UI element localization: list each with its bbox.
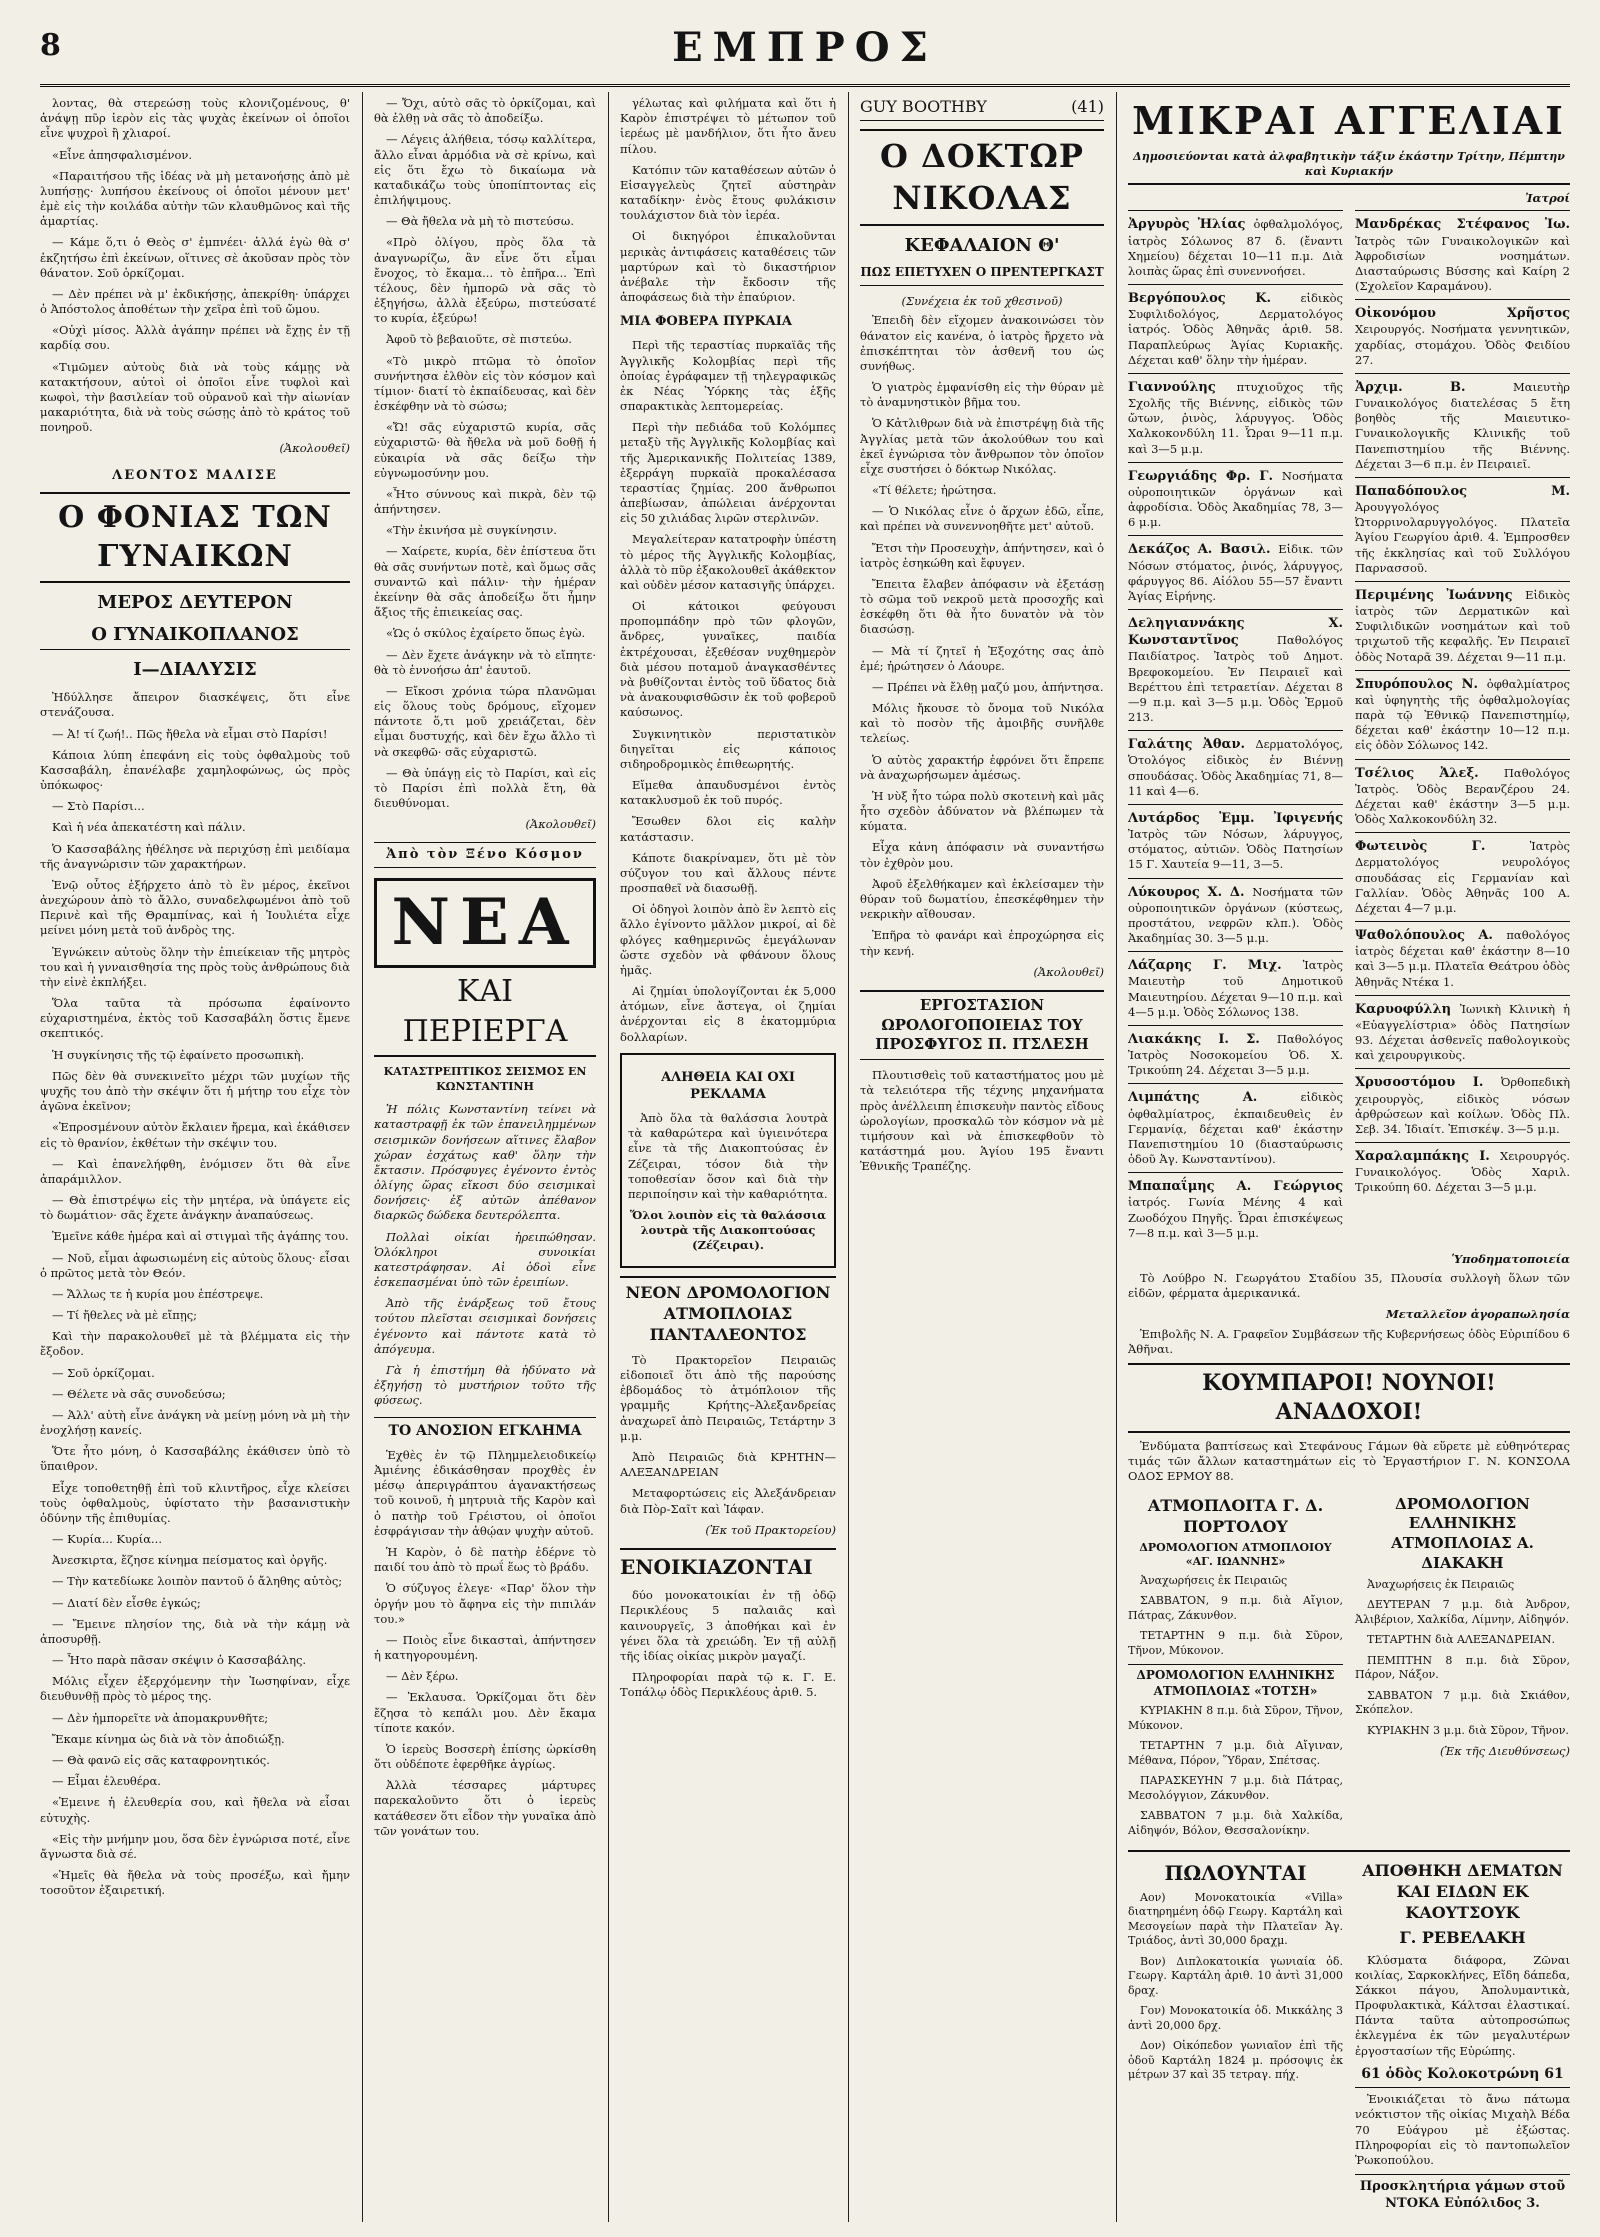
paragraph: — Θέλετε νὰ σᾶς συνοδεύσω;	[52, 1386, 226, 1401]
doctor-ad	[1128, 535, 1343, 609]
polountai-lines	[1128, 1891, 1343, 2083]
doctor-ad	[1355, 581, 1570, 670]
wedding-text: Ἐνοικιάζεται τὸ ἄνω πάτωμα νεόκτιστον τῆς οἰκίας Μιχαὴλ Βέδα 70 Εὐάγρου μὲ ἐξώστας. Πληροφορίαι εἰς τὸ παντοπωλεῖον Ῥωκοπούλου.	[1355, 2087, 1570, 2168]
paragraph: Ἀνεσκιρτα, ἔζησε κίνημα πείσματος καὶ ὀργῆς.	[52, 1553, 328, 1568]
portolou-heading: ΑΤΜΟΠΛΟΙΤΑ Γ. Δ. ΠΟΡΤΟΛΟΥ	[1147, 1495, 1324, 1536]
sale-line: Δον) Οἰκόπεδον γωνιαῖον ἐπὶ τῆς ὁδοῦ Καρτάλη 1824 μ. πρόσοψις ἐκ μέτρων 37 καὶ 35 τετραγ. πήχ.	[1128, 2039, 1343, 2082]
rubber-heading: ΑΠΟΘΗΚΗ ΔΕΜΑΤΩΝ ΚΑΙ ΕΙΔΩΝ ΕΚ ΚΑΟΥΤΣΟΥΚ	[1362, 1861, 1563, 1923]
doctor-name: Ἀρχιμ. Β.	[1355, 379, 1513, 395]
paragraph: Ἐπῆρα τὸ φανάρι καὶ ἐπροχώρησα εἰς τὴν κενή.	[860, 928, 1104, 958]
totsi-lines	[1128, 1704, 1343, 1838]
paragraph: Κάποτε διακρίναμεν, ὅτι μὲ τὸν σύζυγον του καὶ ἄλλους πέντε προσπαθεῖ νὰ διασωθῇ.	[620, 850, 836, 896]
doctor-name: Παπαδόπουλος Μ.	[1355, 483, 1570, 499]
section-dentists: Ὑποδηματοποιεία	[1451, 1251, 1570, 1266]
paragraph: Τὸ Πρακτορεῖον Πειραιῶς εἰδοποιεῖ ὅτι ἀπὸ τῆς παρούσης ἑβδομάδος τὸ ἀτμόπλοιον τῆς γραμμῆς Κρήτης–Ἀλεξανδρείας ἀναχωρεῖ ἀπὸ Πειραιῶς, Τετάρτην 3 μ.μ.	[620, 1352, 836, 1443]
chapter-title: ΠΩΣ ΕΠΕΤΥΧΕΝ Ο ΠΡΕΝΤΕΡΓΚΑΣΤ	[860, 265, 1104, 286]
doctor-text: Ἀρουγγολόγος Ὠτορρινολαρυγγολόγος. Πλατεῖα Ἁγίου Γεωργίου ἀριθ. 4. Ἐμπροσθεν τῆς ἐκκλησίας καὶ τοῦ Συλλόγου Παρνασσοῦ.	[1355, 500, 1570, 575]
doctor-name: Μανδρέκας Στέφανος Ἰω.	[1355, 217, 1570, 233]
totsi-heading: ΔΡΟΜΟΛΟΓΙΟΝ ΕΛΛΗΝΙΚΗΣ ΑΤΜΟΠΛΟΙΑΣ «ΤΟΤΣΗ»	[1128, 1664, 1343, 1700]
paragraph: — Νοῦ, εἶμαι ἀφωσιωμένη εἰς αὐτοὺς ὅλους· εἶσαι ὁ πρῶτος μετὰ τὸν Θεόν.	[40, 1250, 350, 1280]
paragraph: Εἶχα κἀνη ἀπόφασιν νὰ συναντήσω τὸν ἐχθρὸν μου.	[860, 840, 1104, 870]
doctor-text: Παθολόγος Ἰατρὸς. Ὁδὸς Βερανζέρου 24. Δέχεται καθ' ἑκάστην 3—5 μ.μ. Ὁδὸς Χαλκοκονδύλη 32.	[1355, 765, 1570, 827]
paragraph: — Σοῦ ὁρκίζομαι.	[52, 1365, 155, 1380]
nea-title: ΝΕΑ	[374, 878, 596, 968]
paragraph: Μεταφορτώσεις εἰς Ἀλεξάνδρειαν διὰ Πὸρ-Σαῖτ καὶ Ἰάφαν.	[620, 1486, 836, 1516]
paragraph: Ἡ πόλις Κωνσταντίνη τείνει νὰ καταστραφῇ ἐκ τῶν ἐπανειλημμένων σεισμικῶν δονήσεων αἵτινες ἔλαβον χώραν ἐσχάτως καθ' ὅλην τὴν ἔκτασιν. Πρόσφυγες ἐγένοντο ἐντὸς ὀλίγης ὥρας εἴκοσι δύο σεισμικαὶ δονήσεις· ἐξ αὐτῶν ἀπέθανον διαρκῶς δώδεκα δευτερόλεπτα.	[374, 1102, 596, 1223]
paragraph: — Ἄλλως τε ἡ κυρία μου ἐπέστρεψε.	[52, 1286, 264, 1301]
doctor-ad	[1128, 878, 1343, 952]
paragraph: Ἔπειτα ἔλαβεν ἀπόφασιν νὰ ἐξετάσῃ τὸ σῶμα τοῦ νεκροῦ μετὰ προσοχῆς καὶ ἐσκέφθη ὅτι θὰ ἦτο δυνατὸν νὰ τὸν διασώσῃ.	[860, 576, 1104, 637]
paragraph: — Πρέπει νὰ ἔλθῃ μαζύ μου, ἀπήντησα.	[872, 679, 1104, 694]
route-signoff: (Ἐκ τοῦ Πρακτορείου)	[705, 1522, 836, 1537]
doctor-text: εἰδικὸς Συφιλιδολόγος, Δερματολόγος ἰατρός. Ὁδὸς Ἀθηνᾶς ἀριθ. 58. Παραπλεύρως Ἁγίας Κυριακῆς. Δέχεται καθ' ὅλην τὴν ἡμέραν.	[1128, 291, 1343, 367]
paragraph: — Ὁ Νικόλας εἶνε ὁ ἄρχων ἐδῶ, εἶπε, καὶ πρέπει νὰ συνεννοηθῆτε μετ' αὐτοῦ.	[860, 504, 1104, 534]
doctor-text: Ἰατρὸς τῶν Γυναικολογικῶν καὶ Ἀφροδισίων νοσημάτων. Διασταύρωσις Βύσσης καὶ Καίρη 2 (Σχολεῖον Καραμάνου).	[1355, 233, 1570, 294]
schedule-line: ΣΑΒΒΑΤΟΝ, 9 π.μ. διὰ Αἴγιον, Πάτρας, Ζάκυνθον.	[1128, 1594, 1343, 1622]
doctor-name: Μπαπαΐμης Α. Γεώργιος	[1128, 1179, 1343, 1195]
doctor-ad	[1128, 1172, 1343, 1246]
paragraph: Κατόπιν τῶν καταθέσεων αὐτῶν ὁ Εἰσαγγελεὺς ζητεῖ αὐστηρὰν καταδίκην· ἐνὸς ἔτους φυλάκισιν τουλάχιστον διὰ τὸν ἱερέα.	[620, 162, 836, 223]
serial-author: GUY BOOTHBY	[860, 97, 987, 116]
paragraph: — Ὄχι, αὐτὸ σᾶς τὸ ὁρκίζομαι, καὶ θὰ ἐλθῃ νὰ σᾶς τὸ ἀποδείξω.	[374, 96, 596, 126]
doctor-text: πτυχιοῦχος τῆς Σχολῆς τῆς Βιέννης, εἰδικὸς τῶν ὤτων, ῥινὸς, λάρυγγος. Ὁδὸς Χαλκοκονδύλη 11. Ὧραι 9—11 π.μ. καὶ 3—5 μ.μ.	[1128, 379, 1343, 456]
paragraph: Ἡ νὺξ ἦτο τώρα πολὺ σκοτεινὴ καὶ μᾶς ἦτο σχεδὸν ἀδύνατον νὰ βλέπωμεν τὰ κύματα.	[860, 788, 1104, 834]
shipping-schedules	[1128, 1491, 1570, 1845]
paragraph: Ὁ ἱερεὺς Βοσσερὴ ἐπίσης ὡρκίσθη ὅτι οὐδέποτε ἐφερθῆκε ἀγρίως.	[374, 1741, 596, 1772]
doctor-ad	[1128, 804, 1343, 878]
doctor-ad	[1128, 462, 1343, 536]
page-number: 8	[40, 28, 61, 63]
doctor-text: Εἰδικὸς ἰατρὸς τῶν Δερματικῶν καὶ Συφιλιδικῶν νοσημάτων καὶ τοῦ τριχωτοῦ τῆς κεφαλῆς. Ἐν Πειραιεῖ ὁδὸς Νοταρᾶ 39. Δέχεται 9—11 π.μ.	[1355, 587, 1570, 664]
doctor-name: Λιμπάτης Α.	[1128, 1090, 1301, 1106]
doctor-ad	[1128, 373, 1343, 462]
schedule-line: ΣΑΒΒΑΤΟΝ 7 μ.μ. διὰ Σκιάθον, Σκόπελον.	[1355, 1688, 1570, 1717]
rent-text: δύο μονοκατοικίαι ἐν τῇ ὁδῷ Περικλέους 5 παλαιᾶς καὶ καινουργεῖς, 3 ἀποθήκαι καὶ ἐν γένει ὅλα τὰ χρειώδη. Ἐν τῇ αὐλῇ τῆς ἰδίας οἰκίας μικρὸν μαγαζί.	[620, 1588, 836, 1663]
col4-paragraphs	[860, 313, 1104, 958]
paragraph: — Τὴν κατεδίωκε λοιπὸν παντοῦ ὁ ἄληθης αὐτὸς;	[52, 1574, 343, 1589]
fire-paragraphs	[620, 338, 836, 1044]
column-2	[374, 96, 596, 2216]
newspaper-title: ΕΜΠΡΟΣ	[672, 24, 938, 71]
paragraph: Περὶ τῆς τεραστίας πυρκαϊᾶς τῆς Ἀγγλικῆς Κολομβίας περὶ τῆς ὁποίας ἐγράφαμεν τῇ τηλεγραφικῶς ἐκ Νέας Ὑόρκης τὰς ἑξῆς σπαρακτικὰς λεπτομερείας.	[620, 338, 836, 414]
paragraph: — Διατί δὲν εἶσθε ἐγκώς;	[52, 1595, 201, 1610]
doctor-ad	[1355, 373, 1570, 477]
paragraph: Μόλις εἶχεν ἐξερχόμενην τὴν Ἰωσηφίναν, εἶχε διευθυνθῇ πρὸς τὸ μέρος της.	[40, 1674, 350, 1704]
paragraph: Ἐμεῖνε κάθε ἡμέρα καὶ αἱ στιγμαὶ τῆς ἀγάπης του.	[52, 1229, 349, 1244]
paragraph: — Στὸ Παρίσι...	[52, 799, 145, 814]
paragraph: «Τί θέλετε; ἠρώτησα.	[872, 483, 997, 498]
paragraph: — Εἴκοσι χρόνια τώρα πλανῶμαι εἰς ὅλους τοὺς δρόμους, εἴχομεν πάντοτε ὅ,τι μοῦ χρειάζεται, δὲν εἶμαι δυστυχής, καὶ δὲν ἔχω ἄλλο τὶ νὰ σκεφθῶ· σᾶς εὐχαριστῶ.	[374, 683, 596, 759]
paragraph: «Παραιτήσου τῆς ἰδέας νὰ μὴ μετανοήσῃς ἀπὸ μὲ λυπήσῃς· λυπήσου ἐκείνους οἱ ὁποῖοι μένουν μετ' ἐμὲ εἰς τὴν κοιλάδα αὐτὴν τῶν κλαυθμῶνος καὶ τῆς ἁμαρτίας.	[40, 168, 350, 229]
quake-paragraphs	[374, 1102, 596, 1408]
paragraph: Ὁ Κασσαβάλης ἠθέλησε νὰ περιχύσῃ ἐπὶ μειδίαμα τῆς ἀναγνώρισιν τῶν χαρακτήρων.	[40, 841, 350, 871]
bottom-ads	[1128, 1850, 1570, 2216]
paragraph: Μεγαλείτεραν κατατροφὴν ὑπέστη τὸ μέρος τῆς Ἀγγλικῆς Κολομβίας, ἀλλὰ τὸ πῦρ ἐξακολουθεῖ ἀκάθεκτον καὶ οὐδὲν μέσον κατασιγῆς ὑπάρχει.	[620, 532, 836, 592]
factory-heading: ΕΡΓΟΣΤΑΣΙΟΝ ΩΡΟΛΟΓΟΠΟΙΕΙΑΣ ΤΟΥ ΠΡΟΣΦΥΓΟΣ Π. ΙΤΣΛΕΣΗ	[860, 990, 1104, 1060]
doctor-text: Νοσήματα τῶν οὐροποιητικῶν ὀργάνων (κύστεως, προστάτου, νεφρῶν κλπ.). Ὁδὸς Ἀκαδημίας 30. 3—5 μ.μ.	[1128, 884, 1343, 946]
continued-note: (Συνέχεια ἐκ τοῦ χθεσινοῦ)	[901, 294, 1063, 309]
sale-line: Γον) Μονοκατοικία ὁδ. Μικκάλης 3 ἀντὶ 20,000 δρχ.	[1128, 2004, 1343, 2032]
paragraph: — Δὲν ξέρω.	[386, 1669, 459, 1684]
paragraph: Ἀπὸ τῆς ἐνάρξεως τοῦ ἔτους τούτου πλεῖσται σεισμικαὶ δονήσεις ἐγένοντο καὶ πάντοτε κατὰ τὸ ἀπόγευμα.	[374, 1296, 596, 1356]
doctor-ad	[1355, 759, 1570, 833]
paragraph: Ὅτε ἦτο μόνη, ὁ Κασσαβάλης ἐκάθισεν ὑπὸ τὸ ὕπαιθρον.	[40, 1444, 350, 1474]
doctor-text: Εἰδικ. τῶν Νόσων στόματος, ῥινός, λάρυγγος, φάρυγγος 86. Αἰόλου 55—57 ἔναντι Ἁγίας Εἰρήνης.	[1128, 542, 1343, 603]
doctor-name: Τσέλιος Ἀλεξ.	[1355, 765, 1504, 781]
section-metals: Μεταλλεῖον ἀγοραπωλησία	[1386, 1307, 1570, 1322]
doctor-text: Νοσήματα οὐροποιητικῶν ὀργάνων καὶ ἀφροδίσια. Ὁδὸς Ἀκαδημίας 78, 3—6 μ.μ.	[1128, 468, 1343, 530]
doctor-ad	[1355, 670, 1570, 759]
schedule-line: ΤΕΤΑΡΤΗΝ 7 μ.μ. διὰ Αἴγιναν, Μέθανα, Πόρον, Ὕδραν, Σπέτσας.	[1128, 1739, 1343, 1767]
paragraph: — Ἀλλ' αὐτὴ εἶνε ἀνάγκη νὰ μείνῃ μόνη νὰ μὴ τὴν ἐνοχλήσῃ κανείς.	[40, 1407, 350, 1438]
paragraph: «Εἶνε ἀπησφαλισμένον.	[52, 147, 193, 162]
doctor-ad	[1128, 951, 1343, 1025]
factory-text: Πλουτισθεὶς τοῦ καταστήματος μου μὲ τὰ τελειότερα τῆς τέχνης μηχανήματα πρὸς ἀνέλλειπη ἐπισκευὴν παντὸς εἴδους ὡρολογίων, προσκαλῶ τὸν κόσμον νὰ μὲ τιμήσουν καὶ νὰ ἐπισκεφθοῦν τὸ κατάστημά μου. Ἁγίου 195 ἔναντι Ἐθνικῆς Τραπέζης.	[860, 1068, 1104, 1174]
column-divider	[1116, 92, 1117, 2222]
schedule-line: ΔΕΥΤΕΡΑΝ 7 μ.μ. διὰ Ἀνδρον, Ἀλιβέριον, Χαλκίδα, Λίμνην, Αἰδηψόν.	[1355, 1598, 1570, 1626]
paragraph: — Μὰ τί ζητεῖ ἡ Ἐξοχότης σας ἀπὸ ἐμέ; ἠρώτησεν ὁ Λάουρε.	[860, 643, 1104, 673]
truth-ad-box	[620, 1053, 836, 1268]
kai-title: ΚΑΙ ΠΕΡΙΕΡΓΑ	[374, 972, 596, 1057]
paragraph: Ἔτσι τὴν Προσευχὴν, ἀπήντησεν, καὶ ὁ ἰατρὸς ἐσηκώθη καὶ ἔφυγεν.	[860, 540, 1104, 570]
doctor-ad	[1355, 921, 1570, 995]
doctor-text: Ἰατρὸς Δερματολόγος νευρολόγος σπουδάσας εἰς Γερμανίαν καὶ Γαλλίαν. Ὁδὸς Ἀθηνᾶς 100 Α. Δέχεται 4—7 μ.μ.	[1355, 839, 1570, 915]
serial-subtitle: Ο ΓΥΝΑΙΚΟΠΛΑΝΟΣ	[40, 623, 350, 651]
rubber-ad	[1355, 1856, 1570, 2216]
section-doctors: Ἰατροί	[1525, 191, 1570, 206]
doctor-name: Χρυσοστόμου Ι.	[1355, 1075, 1501, 1091]
signoff: (Ἀκολουθεῖ)	[279, 441, 350, 456]
doctor-ad	[1355, 477, 1570, 581]
paragraph: Ἀπὸ Πειραιῶς διὰ ΚΡΗΤΗΝ—ΑΛΕΞΑΝΔΡΕΙΑΝ	[620, 1450, 836, 1480]
rubber-address: 61 ὁδὸς Κολοκοτρώνη 61	[1361, 2065, 1564, 2082]
doctor-name: Δεκάζος Α. Βασιλ.	[1128, 542, 1279, 558]
paragraph: Εἶχε τοποθετηθῇ ἐπὶ τοῦ κλιντῆρος, εἶχε κλείσει τοὺς ὀφθαλμοὺς, ὑφίστατο τὴν βασανιστικὴν ὀδύνην τῆς ἐπιθυμίας.	[40, 1480, 350, 1525]
paragraph: — Ἐκλαυσα. Ὁρκίζομαι ὅτι δὲν ἔζησα τὸ κεπάλι μου. Δὲν ἔκαμα τίποτε κακόν.	[374, 1690, 596, 1735]
rent-heading: ΕΝΟΙΚΙΑΖΟΝΤΑΙ	[620, 1548, 836, 1580]
paragraph: Εἴμεθα ἀπαυδυσμένοι ἐντὸς κατακλυσμοῦ ἐκ τοῦ πυρός.	[620, 778, 836, 808]
paragraph: — Χαίρετε, κυρία, δὲν ἐπίστευα ὅτι θὰ σᾶς συνήντων ποτὲ, καὶ ὅμως σᾶς συναντῶ καὶ πάλιν· τὴν ἡμέραν ἐκείνην θὰ σᾶς ἀποδείξω ὅτι ἦμην ἄξιος τῆς ἐπιεικείας σας.	[374, 544, 596, 620]
chapter-number: ΚΕΦΑΛΑΙΟΝ Θ'	[904, 234, 1060, 256]
paragraph: «Ἐμεινε ἡ ἐλευθερία σου, καὶ ἤθελα νὰ εἶσαι εὐτυχὴς.	[40, 1795, 350, 1825]
classifieds-subtitle: Δημοσιεύονται κατὰ ἀλφαβητικὴν τάξιν ἑκάστην Τρίτην, Πέμπτην καὶ Κυριακήν	[1128, 150, 1570, 185]
schedule-line: Ἀναχωρήσεις ἐκ Πειραιῶς	[1140, 1573, 1288, 1587]
route-heading: ΝΕΟΝ ΔΡΟΜΟΛΟΓΙΟΝ ΑΤΜΟΠΛΟΙΑΣ ΠΑΝΤΑΛΕΟΝΤΟΣ	[620, 1276, 836, 1345]
doctor-ads	[1128, 210, 1570, 1246]
doctor-ad	[1355, 299, 1570, 373]
paragraph: Ἡ Καρὸν, ὁ δὲ πατὴρ ἐδέρνε τὸ παιδί του ἀπὸ τὸ πρωΐ ἕως τὸ βράδυ.	[374, 1545, 596, 1575]
koumbaroi-text: Ἐνδύματα βαπτίσεως καὶ Στεφάνους Γάμων θὰ εὕρετε μὲ εὐθηνότερας τιμάς τῶν ἄλλων καταστημάτων εἰς τὸ Ἐργαστήριον Γ. Ν. ΚΟΝΣΟΛΑ ΟΔΟΣ ΕΡΜΟΥ 88.	[1128, 1439, 1570, 1484]
dentist-ad: Τὸ Λούβρο Ν. Γεωργάτου Σταδίου 35, Πλουσία συλλογὴ ὅλων τῶν εἰδῶν, φέρματα ἀμερικανικά.	[1128, 1271, 1570, 1301]
paragraph: Οἱ κάτοικοι φεύγουσι προπομπάδην πρὸ τῶν φλογῶν, ἄνδρες, γυναῖκες, παιδία ἐκτρέχουσαι, ἐξεθέσαν νυχθημερὸν διὰ μέσου ποταμοῦ ἀναγκασθέντες νὰ βυθίζονται ἐντὸς τοῦ ὕδατος διὰ νὰ ἀνακουφισθῶσιν ἐκ τοῦ φοβεροῦ καύσωνος.	[620, 599, 836, 720]
paragraph: γέλωτας καὶ φιλήματα καὶ ὅτι ἡ Καρὸν ἐπιστρέψει τὸ μέτωπον τοῦ ἱερέως μὲ μανδήλιον, ὅτι ἦτο ἄνευ πίλου.	[620, 96, 836, 156]
doctor-name: Λιακάκης Ι. Σ.	[1128, 1031, 1277, 1047]
paragraph: Μόλις ἤκουσε τὸ ὄνομα τοῦ Νικόλα καὶ τὸ ποσὸν τῆς ἀμοιβῆς συνῆλθε τελείως.	[860, 701, 1104, 746]
schedule-line: ΠΑΡΑΣΚΕΥΗΝ 7 μ.μ. διὰ Πάτρας, Μεσολόγγιον, Ζάκυνθον.	[1128, 1774, 1343, 1802]
paragraph: «Ἡμεῖς θὰ ἤθελα νὰ τοὺς προσέξω, καὶ ἤμην τοσοῦτον ἐξαιρετική.	[40, 1868, 350, 1898]
paragraph: — Θὰ φανῶ εἰς σᾶς καταφρονητικός.	[52, 1753, 270, 1767]
paragraph: Περὶ τὴν πεδιάδα τοῦ Κολόμπες μεταξὺ τῆς Ἀγγλικῆς Κολομβίας καὶ τῆς Ἀμερικανικῆς Πολιτείας 1389, ἐξερράγη πυρκαϊὰ προκαλέσασα τεραστίας ζημίας. 200 ἄνθρωποι ἀπεβίωσαν, ἀπώλειαι ἀνέρχονται εἰς 50 χιλιάδας λιρῶν στερλινῶν.	[620, 420, 836, 526]
portolou-lines	[1128, 1574, 1343, 1659]
doctor-name: Δεληγιαννάκης Χ. Κωνσταντῖνος	[1128, 616, 1343, 649]
col1-paragraphs	[40, 96, 350, 435]
doctor-text: Μαιευτὴρ Γυναικολόγος διατελέσας 5 ἔτη βοηθὸς τῆς Μαιευτικο-Γυναικολογικῆς Κλινικῆς τοῦ Πανεπιστημίου τῆς Βιέννης. Δέχεται 3—6 π.μ. ἐν Πειραιεῖ.	[1355, 379, 1570, 471]
koumbaroi-heading: ΚΟΥΜΠΑΡΟΙ! ΝΟΥΝΟΙ! ΑΝΑΔΟΧΟΙ!	[1128, 1363, 1570, 1433]
doctor-text: Χειρουργός. Νοσήματα γεννητικῶν, χαρδίας, στομάχου. Ὁδὸς Φειδίου 27.	[1355, 322, 1570, 367]
section-label: Ἀπὸ τὸν Ξένο Κόσμον	[374, 842, 596, 867]
schedule-line: ΠΕΜΠΤΗΝ 8 π.μ. διὰ Σῦρον, Πάρον, Νάξον.	[1355, 1653, 1570, 1682]
doctor-name: Σπυρόπουλος Ν.	[1355, 676, 1487, 692]
doctor-text: Χειρουργός. Γυναικολόγος. Ὁδὸς Χαριλ. Τρικούπη 60. Δέχεται 3—5 μ.μ.	[1355, 1149, 1570, 1195]
doctor-text: Ἰωνικὴ Κλινικὴ ἡ «Εὐαγγελίστρια» ὁδὸς Πατησίων 93. Δέχεται ἀσθενεῖς παθολογικοὺς καὶ χειρουργικοὺς.	[1355, 1001, 1570, 1063]
final-heading: Προσκλητήρια γάμων στοῦ ΝΤΟΚΑ Εὐπόλιδος 3.	[1355, 2174, 1570, 2212]
paragraph: Ὁ γιατρὸς ἐμφανίσθη εἰς τὴν θύραν μὲ τὸ ἀναμνηστικὸν βῆμα του.	[860, 380, 1104, 410]
paragraph: — Δὲν ἠμπορεῖτε νὰ ἀπομακρυνθῆτε;	[52, 1710, 269, 1725]
crime-heading: ΤΟ ΑΝΟΣΙΟΝ ΕΓΚΛΗΜΑ	[374, 1417, 596, 1440]
paragraph: — Ἦτο παρὰ πᾶσαν σκέψιν ὁ Κασσαβάλης.	[52, 1653, 307, 1668]
paragraph: — Θὰ ὑπάγῃ εἰς τὸ Παρίσι, καὶ εἰς τὸ Παρίσι ἐπὶ πολλὰ ἔτη, θὰ διευθύνομαι.	[374, 765, 596, 811]
doctor-name: Λυτάρδος Ἐμμ. Ἰφιγενής	[1128, 810, 1343, 826]
doctor-text: ἰατρός. Γωνία Μένης 4 καὶ Ζωοδόχου Πηγῆς. Ὧραι ἐπισκέψεως 7—8 π.μ. καὶ 3—5 μ.μ.	[1128, 1195, 1343, 1240]
paragraph: «Τὴν ἐκινήσα μὲ συγκίνησιν.	[386, 523, 557, 538]
doctor-ad	[1128, 609, 1343, 730]
schedule-line: Ἀναχωρήσεις ἐκ Πειραιῶς	[1367, 1577, 1515, 1591]
paragraph: — Κάμε ὅ,τι ὁ Θεὸς σ' ἐμπνέει· ἀλλά ἐγὼ θὰ σ' ἐκζητήσω ἐπὶ ἐκείνων, οἵτινες σὲ ἀκοῦσαν πρὸς τὸν θάνατον. Σοῦ ὁρκίζομαι.	[40, 235, 350, 280]
paragraph: Ἐγνώκειν αὐτοὺς ὅλην τὴν ἐπιείκειαν τῆς μητρὸς του καὶ ἡ γνναισθησία της πρὸς τοὺς ἀνθρώπους διὰ τὴν εἰνὲ ἐκπλήξει.	[40, 944, 350, 989]
schedule-line: ΚΥΡΙΑΚΗΝ 8 π.μ. διὰ Σῦρον, Τῆνον, Μύκονον.	[1128, 1704, 1343, 1732]
paragraph: — Δὲν ἔχετε ἀνάγκην νὰ τὸ εἴπητε· θὰ τὸ ἐννοήσω ἀπ' ἑαυτοῦ.	[374, 647, 596, 677]
serial-chapter: Ι—ΔΙΑΛΥΣΙΣ	[133, 659, 257, 681]
doctor-text: Ὀρθοπεδικὴ χειρουργὸς, εἰδικὸς νόσων ἀρθρώσεων καὶ κοίλων. Ὁδὸς Πλ. Σεβ. 34. Ἰδιαίτ. Ἐπισκέψ. 3—5 μ.μ.	[1355, 1075, 1570, 1136]
doctor-text: Δερματολόγος, Ὁτολόγος εἰδικὸς ἐν Βιέννῃ σπουδάσας. Ὁδὸς Ἀκαδημίας 71, 8—11 καὶ 4—6.	[1128, 737, 1343, 798]
paragraph: Οἱ δικηγόροι ἐπικαλοῦνται μερικὰς ἀντιφάσεις καταθέσεις τῶν μαρτύρων καὶ τὸ δικαστήριον ἀνέβαλε τὴν ἔκδοσιν τῆς ἀποφάσεως διὰ τὴν ἐπαύριον.	[620, 229, 836, 305]
paragraph: λοντας, θὰ στερεώσῃ τοὺς κλονιζομένους, θ' ἀνάψῃ πῦρ ἱερὸν εἰς τὰς ψυχὰς ἐκείνων οἱ ὁποῖοι εἶνε ψυχροὶ ἢ χλιαροί.	[40, 96, 350, 141]
paragraph: Αἱ ζημίαι ὑπολογίζονται ἐκ 5,000 ἀτόμων, εἶνε ἄστεγα, οἱ ζημίαι ἀνέρχονται εἰς 8 ἑκατομμύρια δολλαρίων.	[620, 984, 836, 1044]
paragraph: — Καὶ ἐπανελήφθη, ἐνόμισεν ὅτι θὰ εἶνε ἀπαράμιλλον.	[40, 1156, 350, 1186]
paragraph: Πῶς δὲν θὰ συνεκινεῖτο μέχρι τῶν μυχίων τῆς ψυχῆς του ἀπὸ τὴν σκέψιν ὅτι ἡ μήτηρ του εἶχε τὸν ἀγῶνα ἐκεῖνον;	[40, 1068, 350, 1114]
portolou-schedule	[1128, 1491, 1343, 1845]
doctor-text: ὀφθαλμίατρος καὶ ὑφηγητὴς τῆς ὀφθαλμολογίας παρὰ τῷ Ἐθνικῷ Πανεπιστημίῳ, δέχεται καθ' ἑκάστην 10—12 π.μ. εἰς ὁδὸν Σόλωνος 142.	[1355, 676, 1570, 753]
column-1	[40, 96, 350, 2216]
rubber-owner: Γ. ΡΕΒΕΛΑΚΗ	[1399, 1928, 1526, 1948]
schedule-line: ΚΥΡΙΑΚΗΝ 3 μ.μ. διὰ Σῦρον, Τῆνον.	[1367, 1723, 1569, 1737]
doctor-text: Παθολόγος Ἰατρὸς Νοσοκομείου Ὁδ. Χ. Τρικούπη 24. Δέχεται 3—5 μ.μ.	[1128, 1031, 1343, 1078]
paragraph: Ἔσωθεν δλοι εἰς καλὴν κατάστασιν.	[620, 814, 836, 844]
paragraph: Ἠδύλλησε ἄπειρον διασκέψεις, ὅτι εἶνε στενάζουσα.	[40, 690, 350, 720]
rent-footer: Πληροφορίαι παρὰ τῷ κ. Γ. Ε. Τοπάλῳ ὁδὸς Περικλέους ἀριθ. 5.	[620, 1670, 836, 1700]
doctor-ad	[1128, 1083, 1343, 1172]
paragraph: Ἀφοῦ τὸ βεβαιοῦτε, σὲ πιστεύω.	[386, 332, 572, 347]
diakaki-heading: ΔΡΟΜΟΛΟΓΙΟΝ ΕΛΛΗΝΙΚΗΣ ΑΤΜΟΠΛΟΙΑΣ Α. ΔΙΑΚΑΚΗ	[1391, 1494, 1534, 1572]
paragraph: «Πρὸ ὀλίγου, πρὸς ὅλα τὰ ἀναγνωρίζω, ἂν εἶνε ὅτι εἶμαι ἔνοχος, τὸ ἔκαμα... τὸ ἐπῆρα... Ἐπὶ τέλους, δὲν ἠμπορῶ νὰ σᾶς τὸ ἐξηγήσω, ἀλλὰ ἐξεύρω, πιστεύσατέ το κυρία, ἐξεύρω!	[374, 235, 596, 326]
paragraph: Οἱ ὁδηγοὶ λοιπὸν ἀπὸ ἓν λεπτὸ εἰς ἄλλο ἐγίνοντο μᾶλλον μικροί, αἱ δὲ φλόγες καθημερινῶς ἐμεγάλωναν ὥστε σχεδὸν νὰ φθάνουν ὅλους ἡμᾶς.	[620, 902, 836, 977]
paragraph: «Ὡς ὁ σκύλος ἐχαίρετο ὅπως ἐγὼ.	[386, 626, 586, 641]
paragraph: «Ἐπροσμένουν αὐτὸν ἔκλαιεν ἤρεμα, καὶ ἐκάθισεν εἰς τὸ θρανίον, ἐκθέτων τὴν σκέψιν του.	[40, 1120, 350, 1150]
paragraph: «Οὐχὶ μίσος. Ἀλλὰ ἀγάπην πρέπει νὰ ἔχῃς ἐν τῇ καρδίᾳ σου.	[40, 323, 350, 353]
doctor-name: Καρυοφύλλη	[1355, 1001, 1461, 1017]
paragraph: Συγκινητικὸν περιστατικὸν διηγεῖται εἰς κάποιος σιδηροδρομικὸς ἐπιθεωρητής.	[620, 726, 836, 771]
paragraph: Ἔκαμε κίνημα ὡς διὰ νὰ τὸν ἀποδιώξῃ.	[52, 1731, 285, 1746]
polountai-ad	[1128, 1856, 1343, 2216]
doctor-name: Οἰκονόμου Χρῆστος	[1355, 306, 1570, 322]
paragraph: Γὰ ἡ ἐπιστήμη θὰ ἠδύνατο νὰ ἐξηγήσῃ τὸ μυστήριον τοῦτο τῆς φύσεως.	[374, 1362, 596, 1408]
crime-paragraphs	[374, 1448, 596, 1839]
polountai-heading: ΠΩΛΟΥΝΤΑΙ	[1164, 1861, 1307, 1886]
diakaki-lines	[1355, 1578, 1570, 1739]
column-divider	[362, 92, 363, 2222]
doctor-text: Παθολόγος Παιδίατρος. Ἰατρὸς τοῦ Δημοτ. Βρεφοκομείου. Ἐν Πειραιεῖ καὶ Βερέττου ἐπὶ τετραετίαν. Δέχεται 8—9 π.μ. καὶ 3—5 μ.μ. Ὁδὸς Ἑρμοῦ 213.	[1128, 633, 1343, 725]
quake-heading: ΚΑΤΑΣΤΡΕΠΤΙΚΟΣ ΣΕΙΣΜΟΣ ΕΝ ΚΩΝΣΤΑΝΤΙΝΗ	[383, 1065, 587, 1093]
col3-paragraphs	[620, 96, 836, 305]
doctor-ad	[1355, 210, 1570, 299]
doctor-text: παθολόγος ἰατρὸς δέχεται καθ' ἑκάστην 8—10 καὶ 3—5 μ.μ. Πλατεῖα Θεάτρου ὁδὸς Ἀθηνᾶς Ντέκα 1.	[1355, 928, 1570, 989]
doctor-text: ὀφθαλμολόγος, ἰατρὸς Σόλωνος 87 δ. (ἔναντι Χημείου) δέχεται 10—11 π.μ. Διὰ λοιπὰς ὥρας ἐπὶ συνεννοήσει.	[1128, 217, 1343, 278]
serial-header	[860, 96, 1104, 121]
diakaki-signoff: (Ἐκ τῆς Διευθύνσεως)	[1439, 1744, 1570, 1759]
doctor-name: Λάζαρης Γ. Μιχ.	[1128, 958, 1303, 974]
metals-ad: Ἐπιβολῆς Ν. Α. Γραφεῖον Συμβάσεων τῆς Κυβερνήσεως ὁδὸς Εὐριπίδου 6 Ἀθῆναι.	[1128, 1326, 1570, 1356]
column-4	[860, 96, 1104, 2216]
schedule-line: ΣΑΒΒΑΤΟΝ 7 μ.μ. διὰ Χαλκίδα, Αἰδηψόν, Βόλον, Θεσσαλονίκην.	[1128, 1809, 1343, 1837]
column-divider	[608, 92, 609, 2222]
paragraph: — Τί ἤθελες νὰ μὲ εἴπῃς;	[52, 1308, 198, 1323]
doctor-name: Γεωργιάδης Φρ. Γ.	[1128, 468, 1282, 484]
doctor-ad	[1128, 1025, 1343, 1084]
paragraph: — Εἶμαι ἐλευθέρα.	[52, 1774, 161, 1789]
paragraph: Ὁ σύζυγος ἐλεγε· «Παρ' ὅλον τὴν ὀργήν μου τὸ ἄφηνα εἰς τὴν πιπιλάν του.»	[374, 1581, 596, 1626]
paragraph: Ὁ Κἀτλιθρων διὰ νὰ ἐπιστρέψῃ διὰ τῆς Ἀγγλίας μετὰ τῶν ἀκολούθων του καὶ ἐκεῖ ἐγνώρισα τὸν ἄνθρωπον τὸν ὁποῖον εἶχε συστήσει ὁ δόκτωρ Νικόλας.	[860, 416, 1104, 476]
rubber-text: Κλύσματα διάφορα, Ζῶναι κοιλίας, Σαρκοκλήνες, Εἴδη δάπεδα, Σάκκοι πάγου, Ἀπολυμαντικὰ, Προφυλακτικὰ, Κάλτσαι ἐλαστικαί. Πάντα ταῦτα αὐτοπροσώπως ἐκλεγμένα ἐκ τῶν μεγαλυτέρων ἐργοστασίων τῆς Εὐρώπης.	[1355, 1952, 1570, 2058]
doctor-text: Ἰατρὸς τῶν Νόσων, λάρυγγος, στόματος, αὐτιῶν. Ὁδὸς Πατησίων 15 Γ. Χαυτεία 9—11, 3—5.	[1128, 827, 1343, 872]
portolou-sub: ΔΡΟΜΟΛΟΓΙΟΝ ΑΤΜΟΠΛΟΙΟΥ «ΑΓ. ΙΩΑΝΝΗΣ»	[1139, 1540, 1332, 1569]
paragraph: «Ἦτο σύννους καὶ πικρὰ, δὲν τῷ ἀπήντησεν.	[374, 486, 596, 517]
fire-heading: ΜΙΑ ΦΟΒΕΡΑ ΠΥΡΚΑΙΑ	[620, 314, 792, 330]
doctor-text: Ἰατρὸς Μαιευτὴρ τοῦ Δημοτικοῦ Μαιευτηρίου. Δέχεται 9—10 π.μ. καὶ 4—5 μ.μ. Ὁδὸς Σόλωνος 138.	[1128, 958, 1343, 1019]
box-heading: ΑΛΗΘΕΙΑ ΚΑΙ ΟΧΙ ΡΕΚΛΑΜΑ	[661, 1069, 795, 1102]
doctor-name: Γιαννούλης	[1128, 379, 1237, 395]
paragraph: Ἀφοῦ ἐξελθήκαμεν καὶ ἐκλείσαμεν τὴν θύραν τοῦ δωματίου, ἐπεσκέφθημεν τὴν νεκρικὴν αἴθουσαν.	[860, 876, 1104, 922]
doctor-ad	[1355, 832, 1570, 921]
route-paragraphs	[620, 1353, 836, 1517]
paragraph: Ἐνῷ οὗτος ἐξήρχετο ἀπὸ τὸ ἓν μέρος, ἐκεῖνοι ἀνεχώρουν ἀπὸ τὸ ἄλλο, συναδελφωμένοι ἀπὸ τοῦ Περινὲ καὶ τῆς Θραμπίνας, καὶ ἡ Ἰουλιέτα εἶχε μείνει μόνη μετὰ τοῦ ἀνδρὸς της.	[40, 877, 350, 938]
paragraph: Ὁ αὐτὸς χαρακτήρ ἐφρόνει ὅτι ἔπρεπε νὰ ἀναχωρήσωμεν ἀμέσως.	[860, 752, 1104, 782]
doctor-ad	[1355, 1068, 1570, 1142]
doctor-name: Βεργόπουλος Κ.	[1128, 291, 1301, 307]
col2-paragraphs	[374, 96, 596, 811]
paragraph: — Δὲν πρέπει νὰ μ' ἐκδικήσῃς, ἀπεκρίθη· ὑπάρχει ὁ Ἀπόστολος ἀποθέτων τὴν χεῖρα ἐπὶ τοῦ ὤμου.	[40, 286, 350, 317]
doctor-name: Λύκουρος Χ. Δ.	[1128, 884, 1253, 900]
serial-title: Ο ΦΟΝΙΑΣ ΤΩΝ ΓΥΝΑΙΚΩΝ	[40, 492, 350, 583]
serial-title: Ο ΔΟΚΤΩΡ ΝΙΚΟΛΑΣ	[860, 129, 1104, 225]
column-divider	[848, 92, 849, 2222]
paragraph: Καὶ τὴν παρακολουθεῖ μὲ τὰ βλέμματα εἰς τὴν ἔξοδον.	[40, 1329, 350, 1359]
serial-part: ΜΕΡΟΣ ΔΕΥΤΕΡΟΝ	[97, 591, 293, 613]
paragraph: — Θὰ ἤθελα νὰ μὴ τὸ πιστεύσω.	[386, 214, 574, 229]
doctor-ad	[1355, 995, 1570, 1069]
masthead	[40, 24, 1570, 87]
doctor-ad	[1128, 284, 1343, 373]
doctor-name: Γαλάτης Ἀθαν.	[1128, 737, 1256, 753]
paragraph: «Ὤ! σᾶς εὐχαριστῶ κυρία, σᾶς εὐχαριστῶ· θὰ ἤθελα νὰ μοῦ δοθῇ ἡ εὐκαιρία νὰ σᾶς δείξω τὴν εὐγνωμοσύνην μου.	[374, 420, 596, 480]
paragraph: — Ἀ! τί ζωή!.. Πῶς ἤθελα νὰ εἶμαι στὸ Παρίσι!	[52, 726, 328, 741]
paragraph: Καὶ ἡ νέα ἀπεκατέστη καὶ πάλιν.	[52, 820, 246, 835]
sale-line: Αον) Μονοκατοικία «Villa» διατηρημένη ὁδῷ Γεωργ. Καρτάλη καὶ Μεσογείων παρὰ τὴν Πλατεῖαν Ἀγ. Τριάδος, ἀντὶ 30,000 δραχμ.	[1128, 1890, 1343, 1948]
paragraph: Ἀλλὰ τέσσαρες μάρτυρες παρεκαλοῦντο ὅτι ὁ ἱερεὺς κατάθεσεν ὅτι εἶδον τὴν γυναῖκα ἀπὸ τῶν γονάτων του.	[374, 1778, 596, 1838]
paragraph: — Ἔμεινε πλησίον της, διὰ νὰ τὴν κάμῃ νὰ ἀποσυρθῇ.	[40, 1616, 350, 1646]
paragraph: «Τιμῶμεν αὐτοὺς διὰ νὰ τοὺς κάμῃς νὰ κατακτήσουν, αὐτοὶ οἱ ὁποῖοι εἶνε τυφλοὶ καὶ κωφοὶ, τὴν βασιλείαν τοῦ οὐρανοῦ καὶ τὴν αἰωνίαν μακαριότητα, διὰ νὰ τοὺς σώσῃς ἀπὸ τὸ κράτος τοῦ πονηροῦ.	[40, 359, 350, 435]
paragraph: «Εἰς τὴν μνήμην μου, ὅσα δὲν ἐγνώρισα ποτέ, εἶνε ἄγνωστα διὰ σέ.	[40, 1831, 350, 1861]
paragraph: Ἐχθὲς ἐν τῷ Πλημμελειοδικείῳ Ἀμιένης ἐδικάσθησαν προχθὲς ἐν μέσῳ ἀπεριγράπτου ἀγανακτήσεως τοῦ κοινοῦ, ἡ μητρυιὰ τῆς Καρὸν καὶ ὁ πατὴρ τοῦ Γρέιστου, οἱ ὁποῖοι ἐσφράγισαν τὴν ἀθῴαν ψυχὴν αὐτοῦ.	[374, 1447, 596, 1538]
paragraph: Κάποια λύπη ἐπεφάνη εἰς τοὺς ὀφθαλμοὺς τοῦ Κασσαβάλη, ἐπανέλαβε χαμηλοφώνως, ὡς πρὸς ὑπόκωφος·	[40, 747, 350, 793]
doctor-ad	[1355, 1142, 1570, 1201]
column-5	[1128, 96, 1570, 2216]
column-3	[620, 96, 836, 2216]
diakaki-schedule	[1355, 1491, 1570, 1845]
paragraph: Ἐπειδὴ δὲν εἴχομεν ἀνακοινώσει τὸν θάνατον εἰς κανένα, ὁ ἰατρὸς ἤρχετο νὰ ἐπισκέπτηται τὸν ἀσθενῆ του ὡς συνήθως.	[860, 313, 1104, 373]
doctor-name: Ἀργυρὸς Ἠλίας	[1128, 217, 1254, 233]
serial-installment: (41)	[1071, 97, 1104, 116]
schedule-line: ΤΕΤΑΡΤΗΝ διὰ ΑΛΕΞΑΝΔΡΕΙΑΝ.	[1367, 1633, 1555, 1647]
doctor-name: Χαραλαμπάκης Ι.	[1355, 1149, 1501, 1165]
doctor-name: Φωτεινὸς Γ.	[1355, 839, 1530, 855]
doctor-name: Περιμένης Ἰωάννης	[1355, 587, 1526, 603]
paragraph: — Κυρία... Κυρία...	[52, 1532, 162, 1547]
paragraph: Πολλαὶ οἰκίαι ἠρειπώθησαν. Ὁλόκληροι συνοικίαι κατεστράφησαν. Αἱ ὁδοὶ εἶνε ἐσκεπασμέναι ὑπὸ τῶν ἐρειπίων.	[374, 1229, 596, 1290]
doctor-text: εἰδικὸς ὀφθαλμίατρος, ἐκπαιδευθεὶς ἐν Γερμανίᾳ, δέχεται καθ' ἑκάστην Πανεπιστημίου 10 (διασταύρωσις ὁδοῦ Ἀγ. Κωνσταντίνου).	[1128, 1090, 1343, 1167]
schedule-line: ΤΕΤΑΡΤΗΝ 9 π.μ. διὰ Σῦρον, Τῆνον, Μύκονον.	[1128, 1629, 1343, 1657]
paragraph: — Ποιὸς εἶνε δικασταὶ, ἀπήντησεν ἡ κατηγορουμένη.	[374, 1632, 596, 1663]
paragraph: — Λέγεις ἀλήθεια, τόσῳ καλλίτερα, ἄλλο εἶναι ἁρμόδια νὰ σὲ κρίνω, καὶ εἰς ὅτι ἔχω τὸ δικαίωμα νὰ καταδικάζω τοὺς ὑποπίπτοντας εἰς ἐπιλήψιμους.	[374, 132, 596, 208]
box-footer: Ὅλοι λοιπὸν εἰς τὰ θαλάσσια λουτρὰ τῆς Διακοπτούσας (Ζέζειραι).	[630, 1208, 826, 1253]
signoff: (Ἀκολουθεῖ)	[525, 817, 596, 832]
doctor-ad	[1128, 210, 1343, 284]
box-text: Ἀπὸ ὅλα τὰ θαλάσσια λουτρὰ τὰ καθαρώτερα καὶ ὑγιεινότερα εἶνε τὰ τῆς Διακοπτούσας ἐν Ζέζειραι, τόσον διὰ τὴν τοποθεσίαν ὅσον καὶ διὰ τὴν περιποίησιν καὶ τὴν καθαριότητα.	[628, 1111, 828, 1201]
classifieds-title: ΜΙΚΡΑΙ ΑΓΓΕΛΙΑΙ	[1132, 98, 1566, 143]
serial-paragraphs	[40, 690, 350, 1898]
doctor-name: Ψαθολόπουλος Α.	[1355, 928, 1507, 944]
paragraph: Ἡ συγκίνησις τῆς τῷ ἐφαίνετο προσωπικὴ.	[52, 1047, 305, 1062]
sale-line: Βον) Διπλοκατοικία γωνιαία ὁδ. Γεωργ. Καρτάλη ἀριθ. 10 ἀντὶ 31,000 δραχ.	[1128, 1954, 1343, 1997]
serial-author: ΛΕΟΝΤΟΣ ΜΑΛΙΣΕ	[112, 467, 278, 483]
paragraph: — Θὰ ἐπιστρέψω εἰς τὴν μητέρα, νὰ ὑπάγετε εἰς τὸ δωμάτιον· σᾶς ἔχετε ἀνάγκην ἀναπαύσεως.	[40, 1193, 350, 1223]
paragraph: «Τὸ μικρὸ πτῶμα τὸ ὁποῖον συνήντησα ἐλθὸν εἰς τὸν κόσμον καὶ τίμιον· διατί τὸ ἐκπαίδευσας, καὶ δὲν ἐσκέφθην νὰ τὸ σώσω;	[374, 353, 596, 414]
doctor-ad	[1128, 730, 1343, 804]
signoff: (Ἀκολουθεῖ)	[1033, 964, 1104, 979]
paragraph: Ὅλα ταῦτα τὰ πρόσωπα ἐφαίνοντο εὐχαριστημένα, ἐκτὸς τοῦ Κασσαβάλη ὅστις ἔμενε σκεπτικός.	[40, 996, 350, 1041]
